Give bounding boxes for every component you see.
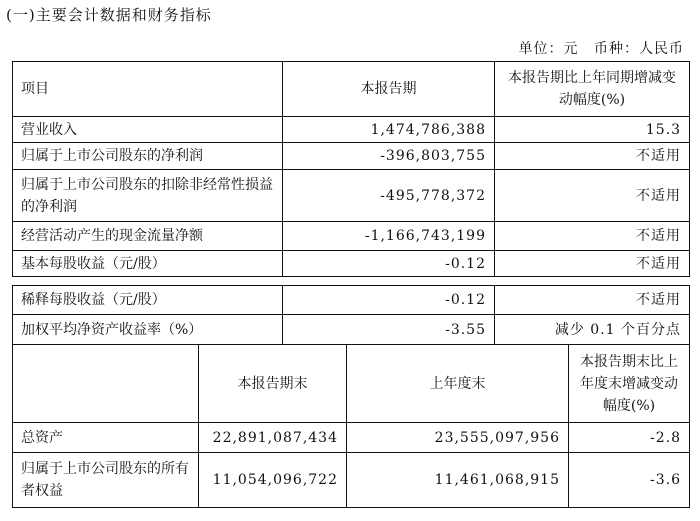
table-row bbox=[13, 170, 690, 222]
table-row bbox=[13, 222, 690, 251]
row-change: 不适用 bbox=[495, 286, 690, 315]
row-value: -1,166,743,199 bbox=[283, 222, 495, 251]
table-row bbox=[13, 117, 690, 143]
row-value-period-end: 11,054,096,722 bbox=[199, 453, 347, 508]
row-label: 营业收入 bbox=[13, 117, 283, 143]
row-change: 不适用 bbox=[495, 143, 690, 170]
row-label: 归属于上市公司股东的所有者权益 bbox=[13, 453, 199, 508]
row-change: 减少 0.1 个百分点 bbox=[495, 315, 690, 345]
table-row bbox=[13, 315, 690, 345]
row-label: 加权平均净资产收益率（%） bbox=[13, 315, 283, 345]
header-prior-year-end: 上年度末 bbox=[347, 345, 569, 423]
row-label: 总资产 bbox=[13, 423, 199, 453]
unit-currency-line: 单位：元 币种：人民币 bbox=[518, 41, 684, 57]
header-blank bbox=[13, 345, 199, 423]
row-value: -495,778,372 bbox=[283, 170, 495, 222]
row-label: 归属于上市公司股东的净利润 bbox=[13, 143, 283, 170]
row-value: -0.12 bbox=[283, 251, 495, 277]
balance-sheet-indicators-table bbox=[12, 344, 690, 508]
table-row bbox=[13, 286, 690, 315]
diluted-eps-roe-table bbox=[12, 285, 690, 345]
row-value: -396,803,755 bbox=[283, 143, 495, 170]
header-period-end: 本报告期末 bbox=[199, 345, 347, 423]
row-change: 不适用 bbox=[495, 251, 690, 277]
row-value: -3.55 bbox=[283, 315, 495, 345]
row-value: -0.12 bbox=[283, 286, 495, 315]
header-item: 项目 bbox=[13, 62, 283, 117]
header-current-period: 本报告期 bbox=[283, 62, 495, 117]
row-value-prior-year-end: 23,555,097,956 bbox=[347, 423, 569, 453]
row-change: 15.3 bbox=[495, 117, 690, 143]
row-value-period-end: 22,891,087,434 bbox=[199, 423, 347, 453]
row-change: 不适用 bbox=[495, 170, 690, 222]
row-label: 稀释每股收益（元/股） bbox=[13, 286, 283, 315]
table-header-row bbox=[13, 62, 690, 117]
header-change-pct: 本报告期比上年同期增减变动幅度(%) bbox=[495, 62, 690, 117]
row-value-prior-year-end: 11,461,068,915 bbox=[347, 453, 569, 508]
table-row bbox=[13, 423, 690, 453]
table-header-row bbox=[13, 345, 690, 423]
header-change-pct: 本报告期末比上年度末增减变动幅度(%) bbox=[569, 345, 690, 423]
row-change: 不适用 bbox=[495, 222, 690, 251]
row-label: 经营活动产生的现金流量净额 bbox=[13, 222, 283, 251]
row-label: 归属于上市公司股东的扣除非经常性损益的净利润 bbox=[13, 170, 283, 222]
table-row bbox=[13, 453, 690, 508]
table-row bbox=[13, 143, 690, 170]
table-row bbox=[13, 251, 690, 277]
row-change: -2.8 bbox=[569, 423, 690, 453]
main-indicators-table bbox=[12, 61, 690, 277]
row-label: 基本每股收益（元/股） bbox=[13, 251, 283, 277]
row-change: -3.6 bbox=[569, 453, 690, 508]
row-value: 1,474,786,388 bbox=[283, 117, 495, 143]
section-title: (一)主要会计数据和财务指标 bbox=[6, 6, 212, 24]
